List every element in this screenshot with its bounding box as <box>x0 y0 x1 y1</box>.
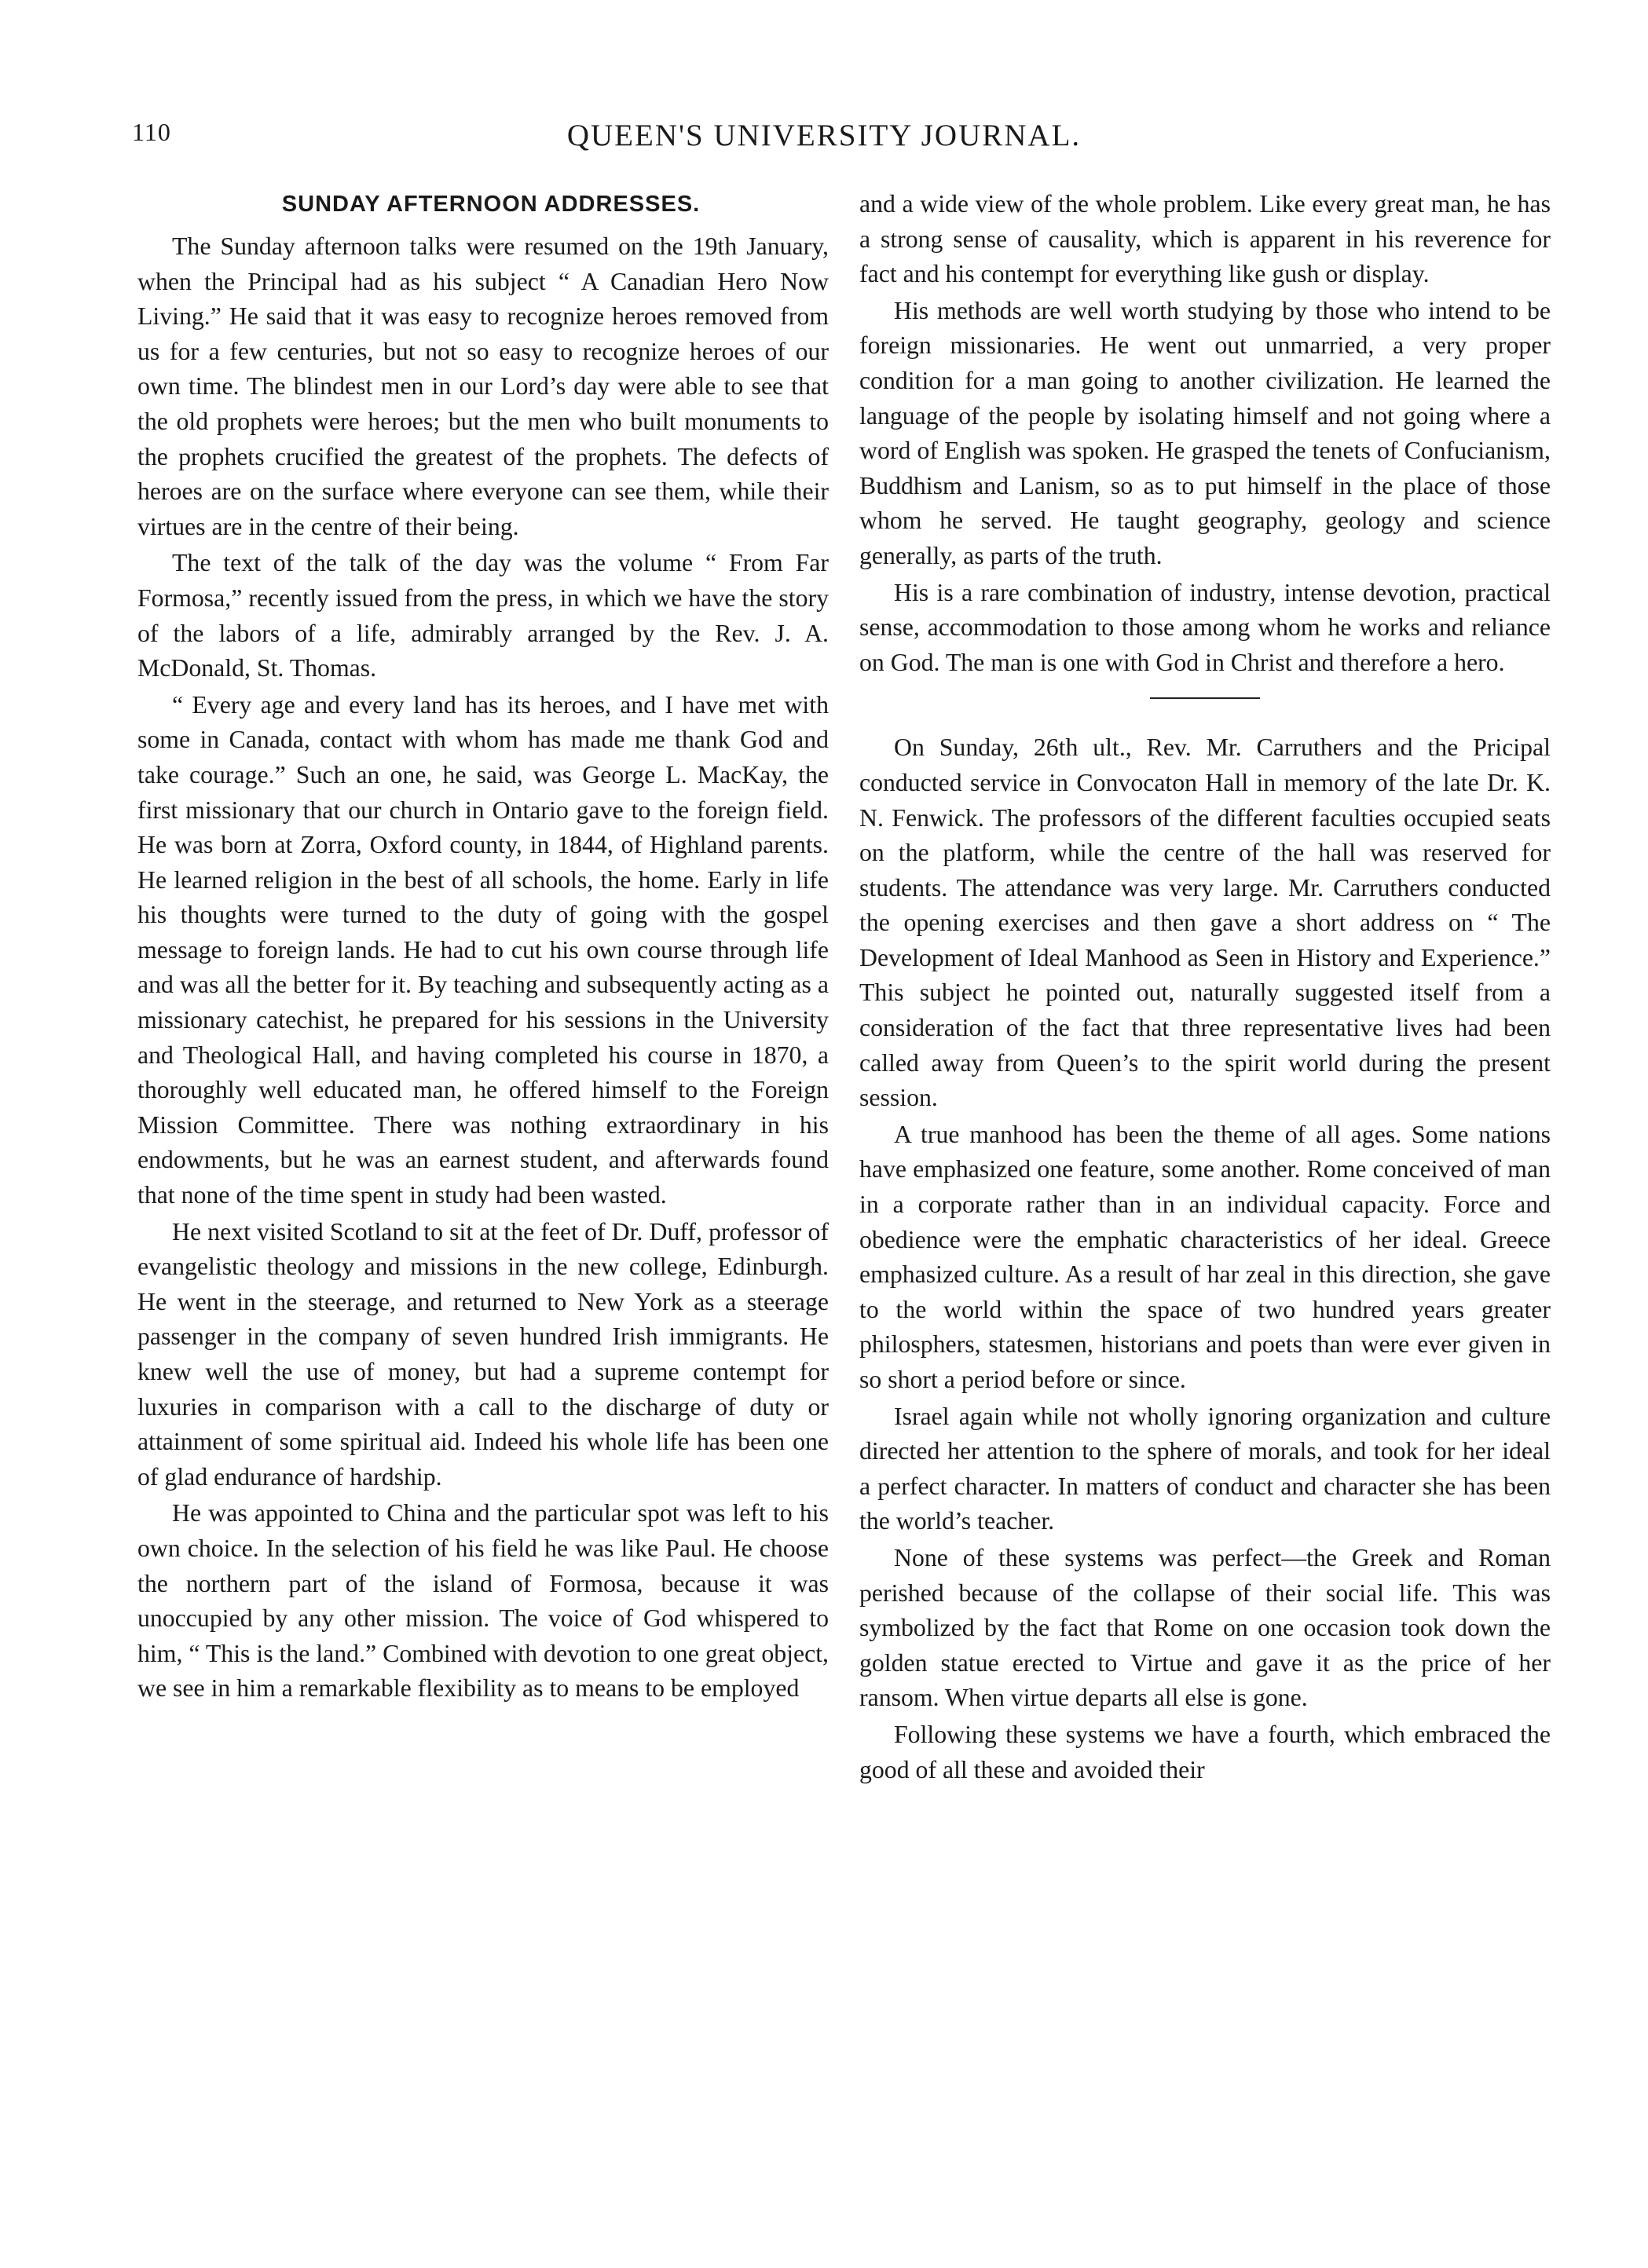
article-paragraph: The Sunday afternoon talks were resumed on the 19th January, when the Principal had as his subject “ A Canadian Hero Now Living.” He said that it was easy to recognize heroes removed from us for a few centuries, but not so easy to recognize heroes of our own time. The blindest men in our Lord’s day were able to see that the old prophets were heroes; but the men who built monuments to the prophets crucified the greatest of the prophets. The defects of heroes are on the surface where everyone can see them, while their virtues are in the centre of their being. <box>137 232 829 540</box>
article-paragraph: Following these systems we have a fourth, which embraced the good of all these and avoided their <box>859 1720 1551 1783</box>
section-heading: SUNDAY AFTERNOON ADDRESSES. <box>281 192 701 217</box>
page-number: 110 <box>132 118 171 146</box>
right-column <box>859 187 1551 1789</box>
article-paragraph: The text of the talk of the day was the volume “ From Far Formosa,” recently issued from the press, in which we have the story of the labors of a life, admirably arranged by the Rev. J. A. McDonald, St. Thomas. <box>137 549 829 682</box>
article-paragraph: His is a rare combination of industry, intense devotion, practical sense, accommodation to those among whom he works and reliance on God. The man is one with God in Christ and therefore a hero. <box>859 578 1551 676</box>
article-paragraph: On Sunday, 26th ult., Rev. Mr. Carruthers and the Pricipal conducted service in Convocaton Hall in memory of the late Dr. K. N. Fenwick. The professors of the different faculties occupied seats on the platform, while the centre of the hall was reserved for students. The attendance was very large. Mr. Carruthers conducted the opening exercises and then gave a short address on “ The Development of Ideal Manhood as Seen in History and Experience.” This subject he pointed out, naturally suggested itself from a consideration of the fact that three representative lives had been called away from Queen’s to the spirit world during the present session. <box>859 733 1551 1112</box>
article-paragraph: Israel again while not wholly ignoring organization and culture directed her attention to the sphere of morals, and took for her ideal a perfect character. In matters of conduct and character she has been the world’s teacher. <box>859 1402 1551 1535</box>
article-paragraph-continued: and a wide view of the whole problem. Like every great man, he has a strong sense of causality, which is apparent in his reverence for fact and his contempt for everything like gush or display. <box>859 190 1551 288</box>
article-paragraph: He was appointed to China and the particular spot was left to his own choice. In the selection of his field he was like Paul. He choose the northern part of the island of Formosa, because it was unoccupied by any other mission. The voice of God whispered to him, “ This is the land.” Combined with devotion to one great object, we see in him a remarkable flexibility as to means to be employed <box>137 1499 829 1703</box>
article-paragraph: “ Every age and every land has its heroes, and I have met with some in Canada, contact with whom has made me thank God and take courage.” Such an one, he said, was George L. MacKay, the first missionary that our church in Ontario gave to the foreign field. He was born at Zorra, Oxford county, in 1844, of Highland parents. He learned religion in the best of all schools, the home. Early in life his thoughts were turned to the duty of going with the gospel message to foreign lands. He had to cut his own course through life and was all the better for it. By teaching and subsequently acting as a missionary catechist, he prepared for his sessions in the University and Theological Hall, and having completed his course in 1870, a thoroughly well educated man, he offered himself to the Foreign Mission Committee. There was nothing extraordinary in his endowments, but he was an earnest student, and afterwards found that none of the time spent in study had been wasted. <box>137 690 829 1209</box>
article-paragraph: He next visited Scotland to sit at the feet of Dr. Duff, professor of evangelistic theology and missions in the new college, Edinburgh. He went in the steerage, and returned to New York as a steerage passenger in the company of seven hundred Irish immigrants. He knew well the use of money, but had a supreme contempt for luxuries in comparison with a call to the discharge of duty or attainment of some spiritual aid. Indeed his whole life has been one of glad endurance of hardship. <box>137 1217 829 1491</box>
article-paragraph: None of these systems was perfect—the Greek and Roman perished because of the collapse of their social life. This was symbolized by the fact that Rome on one occasion took down the golden statue erected to Virtue and gave it as the price of her ransom. When virtue departs all else is gone. <box>859 1543 1551 1712</box>
article-paragraph: A true manhood has been the theme of all ages. Some nations have emphasized one feature, some another. Rome conceived of man in a corporate rather than in an individual capacity. Force and obedience were the emphatic characteristics of her ideal. Greece emphasized culture. As a result of har zeal in this direction, she gave to the world within the space of two hundred years greater philosphers, statesmen, historians and poets than were ever given in so short a period before or since. <box>859 1120 1551 1393</box>
left-column <box>137 187 829 1708</box>
section-divider <box>1150 697 1260 699</box>
journal-title: QUEEN'S UNIVERSITY JOURNAL. <box>566 119 1082 152</box>
article-paragraph: His methods are well worth studying by those who intend to be foreign missionaries. He went out unmarried, a very proper condition for a man going to another civilization. He learned the language of the people by isolating himself and not going where a word of English was spoken. He grasped the tenets of Confucianism, Buddhism and Lanism, so as to put himself in the place of those whom he served. He taught geography, geology and science generally, as parts of the truth. <box>859 296 1551 569</box>
